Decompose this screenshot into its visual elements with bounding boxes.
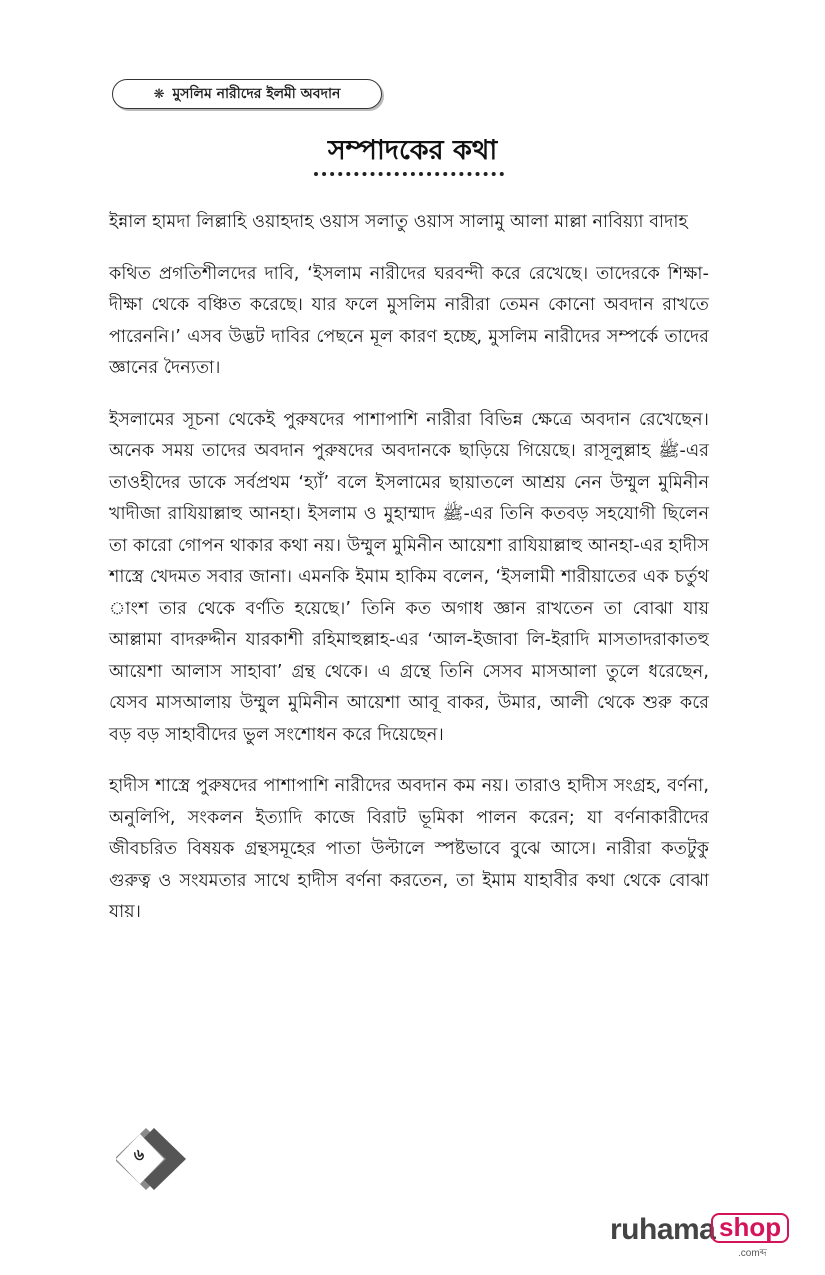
page-number-badge	[116, 1126, 186, 1186]
running-header	[112, 79, 382, 109]
paragraph: ইন্নাল হামদা লিল্লাহি ওয়াহদাহ ওয়াস সলাতু ওয়াস সালামু আলা মাল্লা নাবিয়্যা বাদাহ	[109, 212, 688, 232]
asterisk-icon: ❋	[153, 86, 165, 102]
paragraph: কথিত প্রগতিশীলদের দাবি, ‘ইসলাম নারীদের ঘরবন্দী করে রেখেছে। তাদেরকে শিক্ষা-দীক্ষা থেকে বঞ্চিত করেছে। যার ফলে মুসলিম নারীরা তেমন কোনো অবদান রাখতে পারেননি।’ এসব উদ্ভট দাবির পেছনে মূল কারণ হচ্ছে, মুসলিম নারীদের সম্পর্কে তাদের জ্ঞানের দৈন্যতা।	[109, 263, 709, 378]
body-text	[109, 207, 709, 949]
logo-text-shop: shop	[711, 1213, 789, 1243]
title-dotted-rule	[314, 172, 504, 176]
logo-text-ruhama: ruhama	[610, 1213, 716, 1246]
page-number: ৬	[133, 1145, 145, 1164]
running-header-text: মুসলিম নারীদের ইলমী অবদান	[172, 86, 341, 102]
paragraph: ইসলামের সূচনা থেকেই পুরুষদের পাশাপাশি নারীরা বিভিন্ন ক্ষেত্রে অবদান রেখেছেন। অনেক সময় তাদের অবদান পুরুষদের অবদানকে ছাড়িয়ে গিয়েছে। রাসূলুল্লাহ ﷺ-এর তাওহীদের ডাকে সর্বপ্রথম ‘হ্যাঁ’ বলে ইসলামের ছায়াতলে আশ্রয় নেন উম্মুল মুমিনীন খাদীজা রাযিয়াল্লাহু আনহা। ইসলাম ও মুহাম্মাদ ﷺ-এর তিনি কতবড় সহযোগী ছিলেন তা কারো গোপন থাকার কথা নয়। উম্মুল মুমিনীন আয়েশা রাযিয়াল্লাহু আনহা-এর হাদীস শাস্ত্রে খেদমত সবার জানা। এমনকি ইমাম হাকিম বলেন, ‘ইসলামী শারীয়াতের এক চর্তুথ াংশ তার থেকে বর্ণতি হয়েছে।’ তিনি কত অগাধ জ্ঞান রাখতেন তা বোঝা যায় আল্লামা বাদরুদ্দীন যারকাশী রহিমাহুল্লাহ-এর ‘আল-ইজাবা লি-ইরাদি মাসতাদরাকাতহু আয়েশা আলাস সাহাবা’ গ্রন্থ থেকে। এ গ্রন্থে তিনি সেসব মাসআলা তুলে ধরেছেন, যেসব মাসআলায় উম্মুল মুমিনীন আয়েশা আবূ বাকর, উমার, আলী থেকে শুরু করে বড় বড় সাহাবীদের ভুল সংশোধন করে দিয়েছেন।	[109, 409, 709, 745]
logo-text-suffix: .comব্দ	[738, 1248, 767, 1259]
page-title: সম্পাদকের কথা	[327, 135, 498, 166]
paragraph: হাদীস শাস্ত্রে পুরুষদের পাশাপাশি নারীদের অবদান কম নয়। তারাও হাদীস সংগ্রহ, বর্ণনা, অনুলিপি, সংকলন ইত্যাদি কাজে বিরাট ভূমিকা পালন করেন; যা বর্ণনাকারীদের জীবচরিত বিষয়ক গ্রন্থসমূহের পাতা উল্টালে স্পষ্টভাবে বুঝে আসে। নারীরা কতটুকু গুরুত্ব ও সংযমতার সাথে হাদীস বর্ণনা করতেন, তা ইমাম যাহাবীর কথা থেকে বোঝা যায়।	[109, 776, 709, 922]
